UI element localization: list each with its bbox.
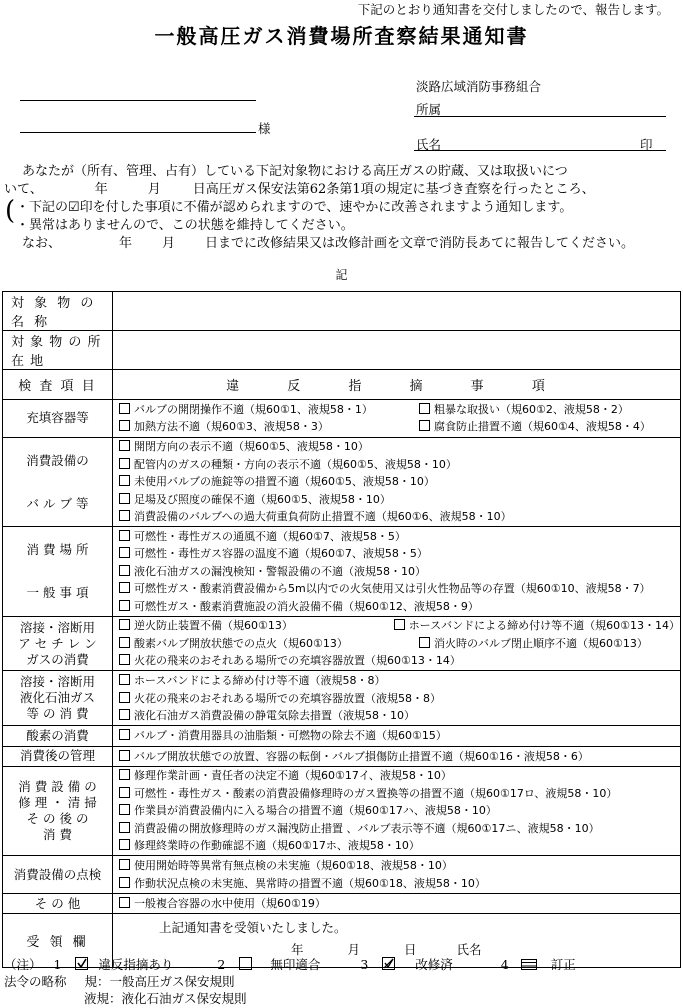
legend-2-num: 2 <box>217 957 226 972</box>
checkbox[interactable] <box>119 729 130 740</box>
intro-line-2-rest: 日高圧ガス保安法第62条第1項の規定に基づき査察を行ったところ、 <box>192 182 595 197</box>
violation-row <box>119 473 680 491</box>
violation-item <box>119 895 680 913</box>
strikethrough-icon <box>521 959 537 970</box>
issuer-org: 淡路広域消防事務組合 <box>416 79 542 94</box>
violation-label: 火花の飛来のおそれある場所での充填容器放置（液規58・8） <box>134 691 441 705</box>
violation-label: 可燃性・毒性ガスの通風不適（規60①7、液規58・5） <box>134 529 406 543</box>
violation-item <box>119 418 419 436</box>
section-category-line: 消 費 <box>43 827 72 843</box>
violation-item <box>119 652 680 670</box>
receipt-name-label: 氏名 <box>456 942 482 958</box>
receipt-day: 日 <box>404 942 417 958</box>
violation-row <box>119 857 680 875</box>
violation-item <box>119 690 680 708</box>
violation-item <box>119 438 680 456</box>
section-items <box>113 856 681 894</box>
checkbox[interactable] <box>119 769 130 780</box>
section-category <box>3 437 113 527</box>
intro-line-5-month: 月 <box>162 236 176 251</box>
section-category <box>3 894 113 914</box>
checkbox[interactable] <box>119 787 130 798</box>
addressee-suffix: 様 <box>258 121 271 136</box>
violation-row <box>119 875 680 893</box>
violation-label: 可燃性ガス・酸素消費設備から5m以内での火気使用又は引火性物品等の存置（規60①10、液規58・7） <box>134 582 651 596</box>
violation-label: 腐食防止措置不適（規60①4、液規58・4） <box>434 420 651 434</box>
checkbox[interactable] <box>119 709 130 720</box>
violation-label: バルブの開閉操作不適（規60①1、液規58・1） <box>134 402 373 416</box>
intro-line-5-year: 年 <box>119 236 133 251</box>
checkbox[interactable] <box>119 440 130 451</box>
violation-row <box>119 652 680 670</box>
checkbox[interactable] <box>119 692 130 703</box>
legend-1-num: 1 <box>53 957 62 972</box>
checkbox[interactable] <box>119 877 130 888</box>
violation-item <box>119 748 680 766</box>
violation-row <box>119 580 680 598</box>
checkbox[interactable] <box>119 822 130 833</box>
violation-item <box>119 598 680 616</box>
violation-label: 作動状況点検の未実施、異常時の措置不適（規60①18、液規58・10） <box>134 876 486 890</box>
section-row <box>3 856 681 894</box>
section-category-line: 修 理 ・ 清 掃 <box>18 795 97 811</box>
intro-line-2-year: 年 <box>94 182 108 197</box>
intro-bullet-2[interactable]: ・異常はありませんので、この状態を維持してください。 <box>16 218 354 233</box>
checkbox[interactable] <box>119 897 130 908</box>
legend-1-text: 違反指摘あり <box>98 957 174 972</box>
violation-label: 配管内のガスの種類・方向の表示不適（規60①5、液規58・10） <box>134 457 457 471</box>
law-1: 規：一般高圧ガス保安規則 <box>84 974 235 989</box>
col-header-violation: 違 反 指 摘 事 項 <box>113 370 681 400</box>
section-items <box>113 671 681 726</box>
section-category-line: 溶接・溶断用 <box>19 619 95 635</box>
section-category <box>3 746 113 766</box>
addressee-line-2[interactable] <box>20 118 256 133</box>
checkbox[interactable] <box>119 637 130 648</box>
section-items <box>113 766 681 856</box>
section-category-line: 充填容器等 <box>26 410 89 426</box>
violation-label: 消火時のバルブ閉止順序不適（規60①13） <box>434 636 648 650</box>
target-name-label: 対 象 物 の 名 称 <box>3 292 113 331</box>
section-row <box>3 894 681 914</box>
violation-row <box>119 690 680 708</box>
violation-item <box>119 837 680 855</box>
violation-row <box>119 491 680 509</box>
violation-label: バルブ・消費用器具の油脂類・可燃物の除去不適（規60①15） <box>134 729 447 743</box>
violation-row <box>119 508 680 526</box>
section-category-line: そ の 他 <box>34 895 81 911</box>
violation-label: バルブ開放状態での放置、容器の転倒・バルブ損傷防止措置不適（規60①16・液規58・6） <box>134 749 589 763</box>
violation-row <box>119 438 680 456</box>
section-row <box>3 746 681 766</box>
violation-item <box>419 401 629 419</box>
violation-item <box>119 617 394 635</box>
violation-label: 逆火防止装置不備（規60①13） <box>134 619 293 633</box>
violation-label: 酸素バルブ開放状態での点火（規60①13） <box>134 636 348 650</box>
checkbox[interactable] <box>119 403 130 414</box>
violation-row <box>119 748 680 766</box>
section-row <box>3 437 681 527</box>
violation-label: 修理作業計画・責任者の決定不適（規60①17イ、液規58・10） <box>134 769 452 783</box>
addressee-line-1[interactable] <box>20 86 256 101</box>
violation-label: 火花の飛来のおそれある場所での充填容器放置（規60①13・14） <box>134 654 461 668</box>
corrected-box-icon <box>382 957 395 970</box>
violation-label: 液化石油ガスの漏洩検知・警報設備の不適（液規58・10） <box>134 564 426 578</box>
violation-label: 可燃性・毒性ガス容器の温度不適（規60①7、液規58・5） <box>134 547 428 561</box>
section-items <box>113 437 681 527</box>
violation-row <box>119 598 680 616</box>
violation-row <box>119 456 680 474</box>
violation-label: 消費設備の開放修理時のガス漏洩防止措置 、バルブ表示等不適（規60①17ニ、液規58・10） <box>134 821 600 835</box>
violation-row <box>119 837 680 855</box>
section-category-line: ガスの消費 <box>26 651 89 667</box>
violation-label: ホースバンドによる締め付け等不適（規60①13・14） <box>408 619 680 633</box>
intro-line-2-prefix: いて、 <box>4 182 43 197</box>
checkbox[interactable] <box>119 859 130 870</box>
violation-row <box>119 545 680 563</box>
checkbox[interactable] <box>119 420 130 431</box>
violation-label: 液化石油ガス消費設備の静電気除去措置（液規58・10） <box>134 709 415 723</box>
section-category-line: 消費後の管理 <box>19 748 95 764</box>
top-note: 下記のとおり通知書を交付しましたので、報告します。 <box>357 2 669 17</box>
intro-line-5-rest: 日までに改修結果又は改修計画を文章で消防長あてに報告してください。 <box>205 236 635 251</box>
legend-2-text: 無印適合 <box>270 957 321 972</box>
legend-4-text: 訂正 <box>550 957 576 972</box>
section-category-line: ア セ チ レ ン <box>18 635 97 651</box>
violation-item <box>119 401 419 419</box>
target-name-field[interactable] <box>113 292 681 331</box>
target-location-field[interactable] <box>113 331 681 370</box>
section-items <box>113 527 681 617</box>
section-category <box>3 616 113 671</box>
checkbox[interactable] <box>119 565 130 576</box>
violation-label: 消費設備のバルブへの過大荷重負荷防止措置不適（規60①6、液規58・10） <box>134 510 512 524</box>
violation-item <box>119 528 680 546</box>
target-location-label: 対 象 物 の 所 在 地 <box>3 331 113 370</box>
checkbox[interactable] <box>119 547 130 558</box>
issuer-seal: 印 <box>640 137 653 152</box>
section-category <box>3 856 113 894</box>
section-items <box>113 616 681 671</box>
violation-item <box>119 727 680 745</box>
law-row-1 <box>4 973 576 990</box>
checkbox[interactable] <box>119 510 130 521</box>
checkbox[interactable] <box>119 619 130 630</box>
violation-label: 足場及び照度の確保不適（規60①5、液規58・10） <box>134 492 391 506</box>
section-category <box>3 766 113 856</box>
violation-item <box>119 707 680 725</box>
checkbox[interactable] <box>419 403 430 414</box>
violation-label: 未使用バルブの施錠等の措置不適（規60①5、液規58・10） <box>134 475 435 489</box>
violation-item <box>119 820 680 838</box>
violation-item <box>119 785 680 803</box>
col-header-item: 検 査 項 目 <box>3 370 113 400</box>
violation-label: ホースバンドによる締め付け等不適（液規58・8） <box>134 674 386 688</box>
intro-line-2-month: 月 <box>147 182 161 197</box>
section-row <box>3 726 681 746</box>
violation-label: 修理終業時の作動確認不適（規60①17ホ、液規58・10） <box>134 839 420 853</box>
violation-label: 可燃性ガス・酸素消費施設の消火設備不備（規60①12、液規58・9） <box>134 599 479 613</box>
empty-box-icon <box>239 957 252 970</box>
law-row-2 <box>4 990 576 1007</box>
checkbox[interactable] <box>119 654 130 665</box>
legend-3-num: 3 <box>360 957 369 972</box>
violation-row <box>119 895 680 913</box>
violation-item <box>119 802 680 820</box>
section-row <box>3 766 681 856</box>
checkbox[interactable] <box>119 582 130 593</box>
issuer-name-label: 氏名 <box>416 137 442 152</box>
violation-row <box>119 617 680 635</box>
violation-item <box>119 456 680 474</box>
violation-label: 一般複合容器の水中使用（規60①19） <box>134 896 326 910</box>
section-category-line: バ ル ブ 等 <box>26 495 89 511</box>
violation-item <box>119 563 680 581</box>
section-row <box>3 400 681 438</box>
violation-item <box>119 580 680 598</box>
violation-item <box>119 672 680 690</box>
section-category <box>3 726 113 746</box>
violation-row <box>119 707 680 725</box>
section-category-line: 酸素の消費 <box>26 728 89 744</box>
intro-line-5 <box>22 236 634 252</box>
violation-item <box>119 491 680 509</box>
issuer-name-line[interactable] <box>414 134 666 151</box>
violation-row <box>119 785 680 803</box>
checkbox[interactable] <box>119 839 130 850</box>
footer <box>4 956 576 1007</box>
section-category <box>3 527 113 617</box>
violation-item <box>119 875 680 893</box>
checkbox[interactable] <box>119 600 130 611</box>
document-title: 一般高圧ガス消費場所査察結果通知書 <box>154 24 529 48</box>
violation-row <box>119 672 680 690</box>
legend-4-num: 4 <box>500 957 509 972</box>
intro-line-2 <box>4 182 595 198</box>
violation-row <box>119 528 680 546</box>
section-category-line: そ の 後 の <box>26 811 89 827</box>
checkbox[interactable] <box>119 674 130 685</box>
violation-item <box>119 635 419 653</box>
section-category-line: 消費設備の <box>26 452 89 468</box>
section-category <box>3 400 113 438</box>
checkbox[interactable] <box>119 804 130 815</box>
violation-item <box>119 857 680 875</box>
checkbox[interactable] <box>119 493 130 504</box>
violation-item <box>394 617 680 635</box>
section-items <box>113 400 681 438</box>
section-category-line: 溶接・溶断用 <box>19 674 95 690</box>
section-category-line: 液化石油ガス <box>19 690 95 706</box>
violation-row <box>119 418 680 436</box>
violation-label: 加熱方法不適（規60①3、液規58・3） <box>134 420 329 434</box>
violation-row <box>119 401 680 419</box>
violation-row <box>119 563 680 581</box>
section-category-line: 消 費 場 所 <box>26 542 89 558</box>
violation-item <box>419 418 651 436</box>
violation-label: 開閉方向の表示不適（規60①5、液規58・10） <box>134 440 369 454</box>
issuer-dept-label: 所属 <box>416 102 442 117</box>
violation-item <box>119 473 680 491</box>
violation-row <box>119 767 680 785</box>
section-row <box>3 527 681 617</box>
section-category-line: 等 の 消 費 <box>26 706 89 722</box>
checkbox[interactable] <box>394 619 405 630</box>
violation-item <box>419 635 648 653</box>
section-items <box>113 894 681 914</box>
intro-line-1: あなたが（所有、管理、占有）している下記対象物における高圧ガスの貯蔵、又は取扱いにつ <box>22 164 568 179</box>
checkbox[interactable] <box>419 637 430 648</box>
intro-line-5-prefix: なお、 <box>22 236 62 251</box>
section-row <box>3 616 681 671</box>
legend-3-text: 改修済 <box>415 957 453 972</box>
violation-label: 作業員が消費設備内に入る場合の措置不適（規60①17ハ、液規58・10） <box>134 804 497 818</box>
checked-box-icon <box>75 957 88 970</box>
section-category-line: 一 般 事 項 <box>26 585 89 601</box>
violation-row <box>119 727 680 745</box>
receipt-month: 月 <box>347 942 361 958</box>
violation-row <box>119 820 680 838</box>
checkbox[interactable] <box>419 420 430 431</box>
intro-bullet-1[interactable]: ・下記の☑印を付した事項に不備が認められますので、速やかに改善されますよう通知します。 <box>16 200 573 215</box>
option-bracket: ( <box>5 196 16 226</box>
section-items <box>113 726 681 746</box>
law-label: 法令の略称 <box>4 974 67 989</box>
checkbox[interactable] <box>119 750 130 761</box>
legend-row <box>4 956 576 973</box>
checkbox[interactable] <box>119 475 130 486</box>
checkbox[interactable] <box>119 530 130 541</box>
violation-item <box>119 767 680 785</box>
issuer-dept-line[interactable] <box>414 100 666 117</box>
violation-item <box>119 545 680 563</box>
violation-label: 可燃性・毒性ガス・酸素の消費設備修理時のガス置換等の措置不適（規60①17ロ、液規58・10） <box>134 786 618 800</box>
violation-row <box>119 635 680 653</box>
section-category <box>3 671 113 726</box>
inspection-table <box>2 291 681 968</box>
violation-item <box>119 508 680 526</box>
receipt-text: 上記通知書を受領いたしました。 <box>159 920 347 936</box>
checkbox[interactable] <box>119 458 130 469</box>
ki-label: 記 <box>335 268 348 282</box>
receipt-year: 年 <box>291 942 304 958</box>
violation-label: 使用開始時等異常有無点検の未実施（規60①18、液規58・10） <box>134 859 453 873</box>
violation-label: 粗暴な取扱い（規60①2、液規58・2） <box>434 402 629 416</box>
law-2: 液規：液化石油ガス保安規則 <box>84 991 247 1006</box>
section-category-line: 消費設備の点検 <box>13 866 102 882</box>
section-category-line: 消 費 設 備 の <box>18 779 97 795</box>
receipt-label: 受 領 欄 <box>3 914 113 968</box>
note-label: （注） <box>4 957 42 972</box>
violation-row <box>119 802 680 820</box>
section-row <box>3 671 681 726</box>
section-items <box>113 746 681 766</box>
